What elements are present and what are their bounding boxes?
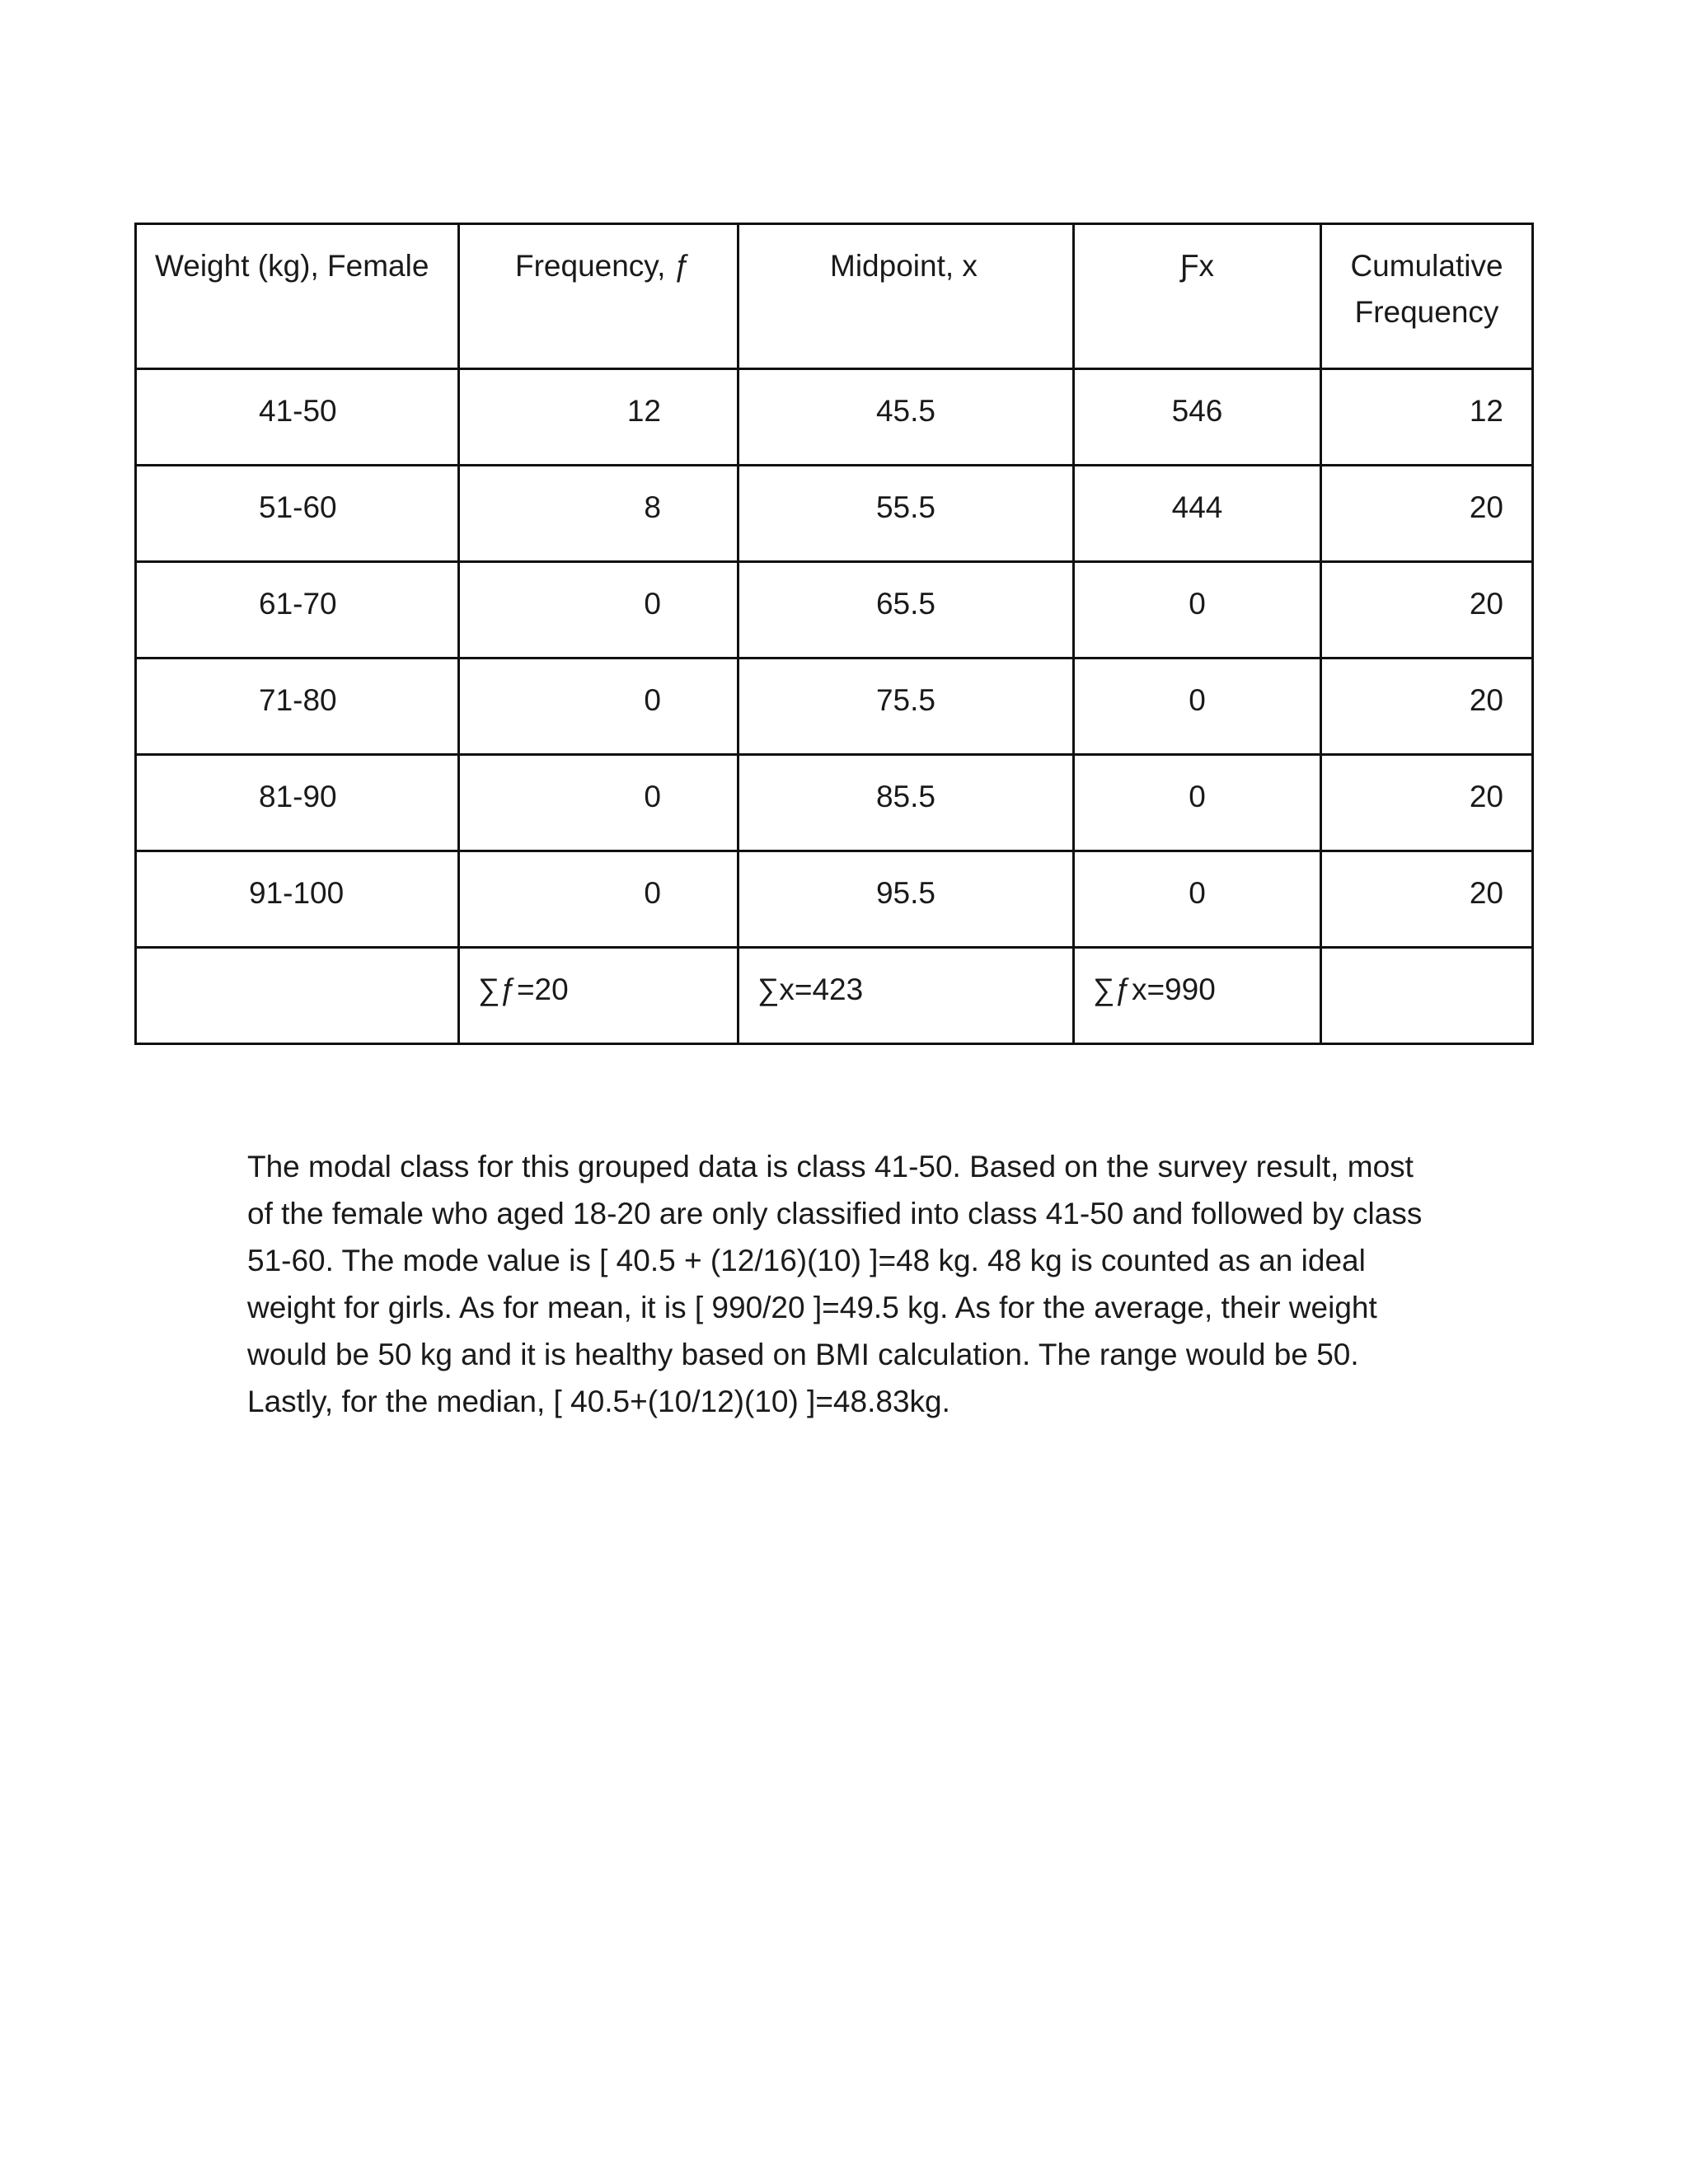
cell-fx: 546 [1074, 369, 1321, 466]
cell-cumulative: 20 [1321, 851, 1533, 948]
table-row [136, 658, 1533, 755]
cell-frequency: 0 [459, 851, 738, 948]
header-cell-midpoint: Midpoint, x [738, 224, 1074, 369]
cell-fx: 0 [1074, 562, 1321, 658]
cell-frequency: 0 [459, 755, 738, 851]
cell-weight-class: 41-50 [136, 369, 459, 466]
cell-fx: 0 [1074, 755, 1321, 851]
table-totals-row [136, 948, 1533, 1044]
cell-fx: 0 [1074, 851, 1321, 948]
cell-cumulative: 20 [1321, 466, 1533, 562]
header-cell-frequency: Frequency, ƒ [459, 224, 738, 369]
cell-weight-class: 91-100 [136, 851, 459, 948]
table-header-row [136, 224, 1533, 369]
cell-cumulative: 20 [1321, 658, 1533, 755]
table-row [136, 369, 1533, 466]
cell-frequency: 0 [459, 658, 738, 755]
totals-cell-frequency-sum: ∑ƒ=20 [459, 948, 738, 1044]
header-cell-cumulative: Cumulative Frequency [1321, 224, 1533, 369]
table-row [136, 466, 1533, 562]
cell-midpoint: 45.5 [738, 369, 1074, 466]
totals-cell-empty [1321, 948, 1533, 1044]
cell-fx: 444 [1074, 466, 1321, 562]
analysis-paragraph: The modal class for this grouped data is class 41-50. Based on the survey result, most of the female who aged 18-20 are only classified into class 41-50 and followed by class 51-60. The mode value is [ 40.5 + (12/16)(10) ]=48 kg. 48 kg is counted as an ideal weight for girls. As for mean, it is [ 990/20 ]=49.5 kg. As for the average, their weight would be 50 kg and it is healthy based on BMI calculation. The range would be 50. Lastly, for the median, [ 40.5+(10/12)(10) ]=48.83kg. [247, 1150, 1423, 1418]
totals-cell-fx-sum: ∑ƒx=990 [1074, 948, 1321, 1044]
cell-weight-class: 51-60 [136, 466, 459, 562]
frequency-table [134, 223, 1534, 1045]
cell-midpoint: 55.5 [738, 466, 1074, 562]
cell-frequency: 8 [459, 466, 738, 562]
cell-cumulative: 12 [1321, 369, 1533, 466]
cell-midpoint: 95.5 [738, 851, 1074, 948]
cell-frequency: 0 [459, 562, 738, 658]
cell-frequency: 12 [459, 369, 738, 466]
totals-cell-empty [136, 948, 459, 1044]
cell-weight-class: 71-80 [136, 658, 459, 755]
table-row [136, 562, 1533, 658]
cell-midpoint: 65.5 [738, 562, 1074, 658]
cell-midpoint: 85.5 [738, 755, 1074, 851]
table-row [136, 851, 1533, 948]
table-row [136, 755, 1533, 851]
totals-cell-midpoint-sum: ∑x=423 [738, 948, 1074, 1044]
header-cell-fx: Ƒx [1074, 224, 1321, 369]
cell-fx: 0 [1074, 658, 1321, 755]
header-cell-weight: Weight (kg), Female [136, 224, 459, 369]
cell-weight-class: 81-90 [136, 755, 459, 851]
cell-weight-class: 61-70 [136, 562, 459, 658]
cell-midpoint: 75.5 [738, 658, 1074, 755]
cell-cumulative: 20 [1321, 755, 1533, 851]
cell-cumulative: 20 [1321, 562, 1533, 658]
